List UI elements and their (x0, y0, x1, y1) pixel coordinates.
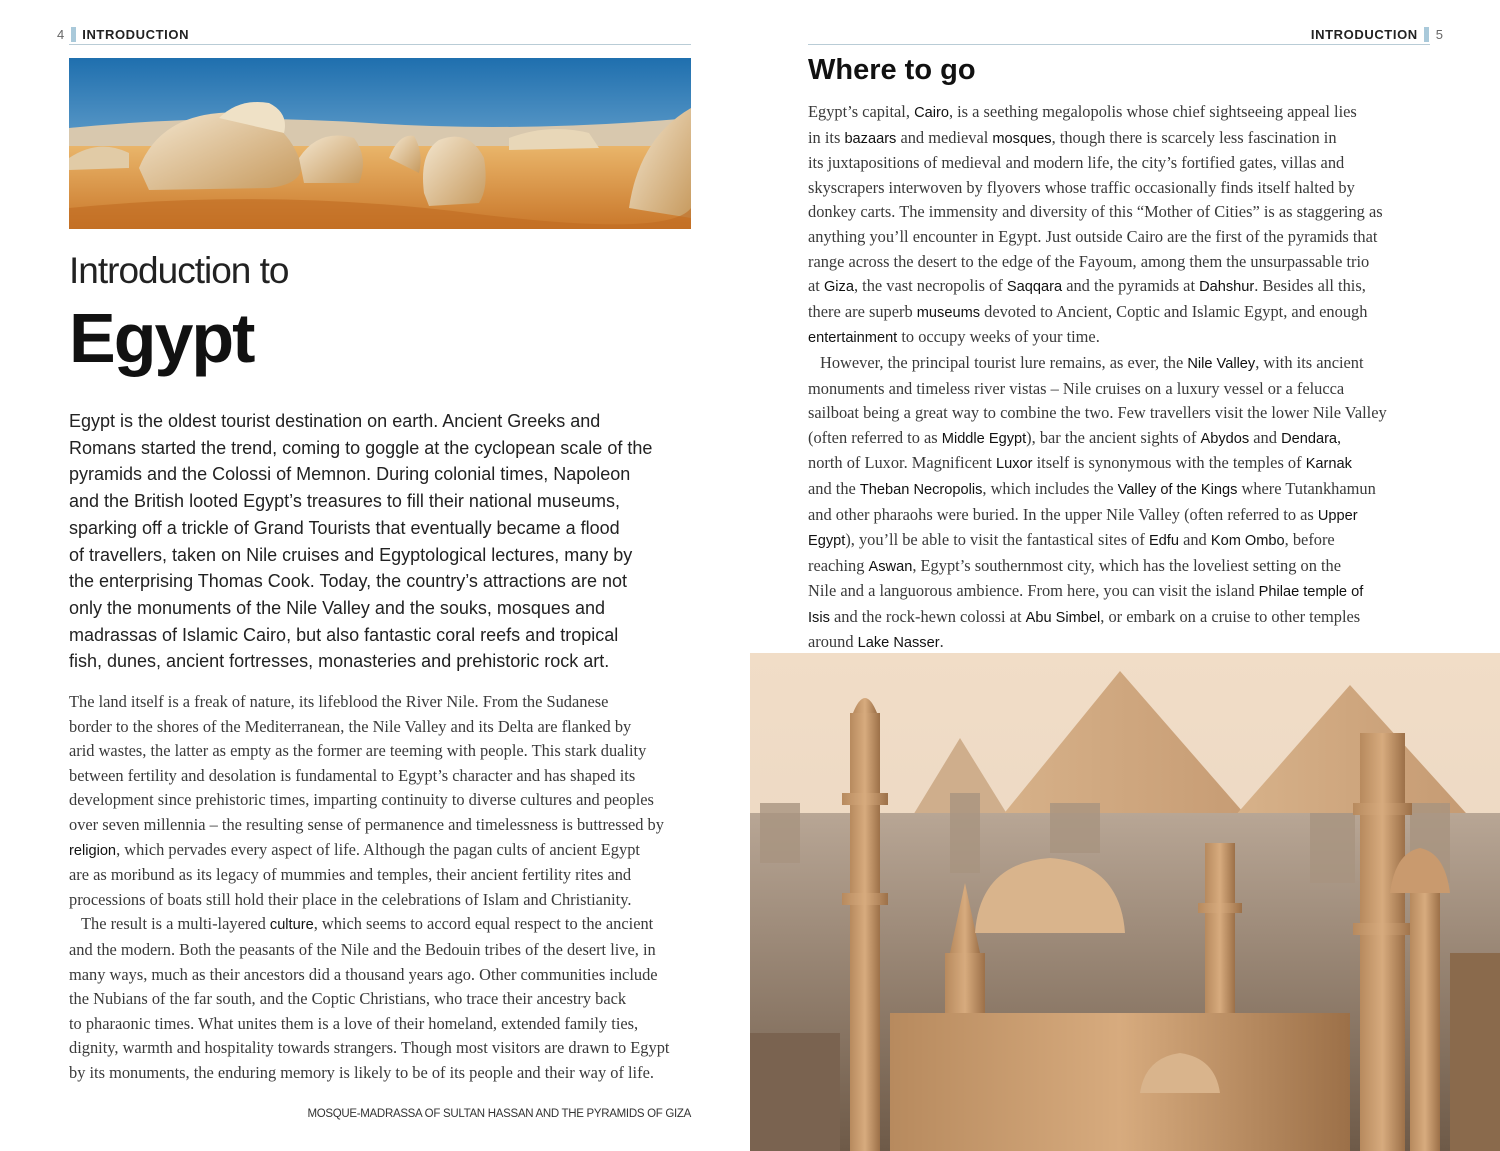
keyword-highlight: Karnak (1305, 456, 1352, 473)
body-line (808, 451, 1387, 477)
keyword-highlight: museums (916, 304, 981, 321)
keyword-highlight: Aswan (868, 558, 913, 575)
keyword-highlight: Abu Simbel (1025, 609, 1101, 626)
intro-line: fish, dunes, ancient fortresses, monasteries and prehistoric rock art. (69, 651, 610, 672)
text-run: The result is a multi-layered (81, 914, 270, 934)
running-head-left (57, 25, 189, 43)
text-run: (often referred to as (808, 427, 942, 447)
text-run: and the (808, 478, 860, 498)
text-run: by its monuments, the enduring memory is likely to be of its people and their way of life. (69, 1062, 654, 1082)
white-desert-photo (69, 58, 691, 229)
text-run: its juxtapositions of medieval and modern life, the city’s fortified gates, villas and (808, 153, 1345, 173)
text-run: are as moribund as its legacy of mummies and temples, their ancient fertility rites and (69, 865, 632, 885)
text-run: range across the desert to the edge of the Fayoum, among them the unsurpassable trio (808, 251, 1370, 271)
text-run: , the vast necropolis of (853, 276, 1007, 296)
body-line (69, 715, 669, 740)
body-line (69, 987, 669, 1012)
intro-line: the enterprising Thomas Cook. Today, the country’s attractions are not (69, 571, 627, 592)
text-run: arid wastes, the latter as empty as the former are teeming with people. This stark duality (69, 741, 647, 761)
keyword-highlight: religion (69, 842, 117, 859)
keyword-highlight: Saqqara (1006, 279, 1063, 296)
header-rule (69, 44, 691, 45)
body-line (808, 503, 1387, 529)
text-run: , (1337, 427, 1342, 447)
text-run: between fertility and desolation is fundamental to Egypt’s character and has shaped its (69, 765, 636, 785)
keyword-highlight: Middle Egypt (941, 430, 1027, 447)
keyword-highlight: Luxor (996, 456, 1033, 473)
body-line (808, 605, 1387, 631)
text-run: Nile and a languorous ambience. From here, you can visit the island (808, 581, 1259, 601)
section-heading: Where to go (808, 54, 976, 86)
body-line (69, 963, 669, 988)
body-line (808, 377, 1387, 402)
keyword-highlight: Isis (808, 609, 830, 626)
text-run: where Tutankhamun (1237, 478, 1376, 498)
body-line (808, 126, 1387, 152)
title-line-1: Introduction to (69, 250, 289, 291)
text-run: over seven millennia – the resulting sense of permanence and timelessness is buttressed by (69, 814, 664, 834)
keyword-highlight: Abydos (1200, 430, 1250, 447)
body-line (808, 300, 1387, 326)
running-head-title: INTRODUCTION (1310, 26, 1418, 42)
text-run: skyscrapers interwoven by flyovers whose traffic occasionally finds itself halted by (808, 177, 1355, 197)
keyword-highlight: Upper (1317, 507, 1358, 524)
body-line (69, 764, 669, 789)
keyword-highlight: Edfu (1148, 533, 1179, 550)
keyword-highlight: Dendara (1281, 430, 1338, 447)
body-line (69, 1012, 669, 1037)
text-run: , which seems to accord equal respect to the ancient (313, 914, 654, 934)
keyword-highlight: entertainment (808, 330, 898, 347)
text-run: around (808, 632, 858, 652)
body-line (69, 788, 669, 813)
text-run: and (1249, 427, 1282, 447)
body-line (69, 1036, 669, 1061)
keyword-highlight: Cairo (914, 105, 949, 121)
body-line (808, 100, 1387, 126)
page-title: Egypt (69, 299, 254, 377)
text-run: Egypt’s capital, (808, 102, 915, 121)
body-line (69, 938, 669, 963)
intro-line: only the monuments of the Nile Valley and the souks, mosques and (69, 597, 605, 618)
keyword-highlight: culture (269, 917, 314, 934)
keyword-highlight: Valley of the Kings (1117, 481, 1238, 498)
intro-line: Romans started the trend, coming to goggle at the cyclopean scale of the (69, 437, 653, 458)
text-run: and other pharaohs were buried. In the upper Nile Valley (often referred to as (808, 504, 1318, 524)
photo-caption: MOSQUE-MADRASSA OF SULTAN HASSAN AND THE PYRAMIDS OF GIZA (307, 1108, 691, 1120)
text-run: . Besides all this, (1254, 276, 1366, 296)
body-line (69, 1061, 669, 1086)
intro-line: madrassas of Islamic Cairo, but also fantastic coral reefs and tropical (69, 624, 619, 645)
body-line (808, 554, 1387, 580)
text-run: anything you’ll encounter in Egypt. Just outside Cairo are the first of the pyramids that (808, 226, 1378, 246)
text-run: donkey carts. The immensity and diversity of this “Mother of Cities” is as staggering as (808, 202, 1383, 222)
left-body-text (69, 690, 669, 1086)
body-line (808, 225, 1387, 250)
keyword-highlight: Dahshur (1199, 279, 1255, 296)
keyword-highlight: Lake Nasser (857, 635, 940, 652)
keyword-highlight: mosques (992, 130, 1052, 147)
text-run: monuments and timeless river vistas – Nile cruises on a luxury vessel or a felucca (808, 378, 1345, 398)
keyword-highlight: Giza (823, 279, 854, 296)
text-run: processions of boats still hold their place in the celebrations of Islam and Christianity. (69, 889, 632, 909)
text-run: itself is synonymous with the temples of (1032, 453, 1306, 473)
text-run: dignity, warmth and hospitality towards strangers. Though most visitors are drawn to Egypt (69, 1038, 670, 1058)
body-line (69, 838, 669, 864)
text-run: at (808, 276, 824, 296)
body-line (808, 325, 1387, 351)
text-run: sailboat being a great way to combine the two. Few travellers visit the lower Nile Valley (808, 403, 1387, 423)
header-rule (808, 44, 1430, 45)
text-run: development since prehistoric times, imparting continuity to diverse cultures and peoples (69, 790, 654, 810)
text-run: and (1178, 530, 1211, 550)
intro-line: and the British looted Egypt’s treasures to fill their national museums, (69, 491, 620, 512)
intro-paragraph (69, 408, 652, 675)
body-line (808, 176, 1387, 201)
accent-bar (71, 27, 76, 42)
body-line (808, 579, 1387, 605)
intro-line: of travellers, taken on Nile cruises and Egyptological lectures, many by (69, 544, 633, 565)
body-line (69, 739, 669, 764)
intro-line: sparking off a trickle of Grand Tourists that eventually became a flood (69, 517, 620, 538)
body-line (808, 151, 1387, 176)
text-run: . (939, 632, 944, 652)
text-run: the Nubians of the far south, and the Coptic Christians, who trace their ancestry back (69, 989, 627, 1009)
cairo-mosque-pyramids-photo (750, 653, 1500, 1151)
page-number-left: 4 (57, 26, 65, 42)
running-head-right (1311, 25, 1443, 43)
text-run: , which includes the (982, 478, 1118, 498)
keyword-highlight: Nile Valley (1187, 355, 1256, 372)
text-run: to pharaonic times. What unites them is a love of their homeland, extended family ties, (69, 1013, 639, 1033)
text-run: in its (808, 127, 845, 147)
body-line (808, 477, 1387, 503)
keyword-highlight: bazaars (844, 130, 897, 147)
text-run: , or embark on a cruise to other temples (1100, 606, 1361, 626)
keyword-highlight: Egypt (808, 533, 846, 550)
body-line (69, 912, 669, 938)
page-number-right: 5 (1435, 26, 1443, 42)
body-line (808, 250, 1387, 275)
body-line (69, 690, 669, 715)
text-run: The land itself is a freak of nature, its lifeblood the River Nile. From the Sudanese (69, 692, 609, 711)
text-run: and the rock-hewn colossi at (829, 606, 1026, 626)
body-line (69, 888, 669, 913)
body-line (808, 528, 1387, 554)
running-head-title: INTRODUCTION (82, 26, 190, 42)
text-run: and the pyramids at (1062, 276, 1200, 296)
text-run: However, the principal tourist lure remains, as ever, the (820, 352, 1188, 372)
text-run: , which pervades every aspect of life. Although the pagan cults of ancient Egypt (116, 839, 640, 859)
text-run: to occupy weeks of your time. (897, 327, 1100, 347)
accent-bar (1424, 27, 1429, 42)
body-line (808, 426, 1387, 452)
body-line (808, 200, 1387, 225)
text-run: , is a seething megalopolis whose chief sightseeing appeal lies (948, 102, 1357, 121)
text-run: north of Luxor. Magnificent (808, 453, 996, 473)
body-line (808, 401, 1387, 426)
body-line (69, 813, 669, 838)
text-run: , though there is scarcely less fascination in (1051, 127, 1337, 147)
text-run: there are superb (808, 301, 917, 321)
text-run: , Egypt’s southernmost city, which has the loveliest setting on the (912, 555, 1342, 575)
text-run: and the modern. Both the peasants of the Nile and the Bedouin tribes of the desert live, in (69, 939, 656, 959)
right-body-text (808, 100, 1387, 656)
text-run: border to the shores of the Mediterranean, the Nile Valley and its Delta are flanked by (69, 716, 632, 736)
body-line (808, 274, 1387, 300)
text-run: reaching (808, 555, 869, 575)
text-run: ), you’ll be able to visit the fantastical sites of (845, 530, 1149, 550)
text-run: devoted to Ancient, Coptic and Islamic Egypt, and enough (980, 301, 1368, 321)
text-run: ), bar the ancient sights of (1026, 427, 1201, 447)
text-run: , with its ancient (1255, 352, 1364, 372)
keyword-highlight: Philae temple of (1258, 584, 1364, 601)
text-run: many ways, much as their ancestors did a thousand years ago. Other communities include (69, 964, 658, 984)
body-line (69, 863, 669, 888)
keyword-highlight: Theban Necropolis (859, 481, 983, 498)
keyword-highlight: Kom Ombo (1210, 533, 1285, 550)
intro-line: pyramids and the Colossi of Memnon. During colonial times, Napoleon (69, 464, 631, 485)
intro-line: Egypt is the oldest tourist destination on earth. Ancient Greeks and (69, 411, 601, 431)
text-run: and medieval (896, 127, 993, 147)
body-line (808, 351, 1387, 377)
text-run: , before (1284, 530, 1335, 550)
